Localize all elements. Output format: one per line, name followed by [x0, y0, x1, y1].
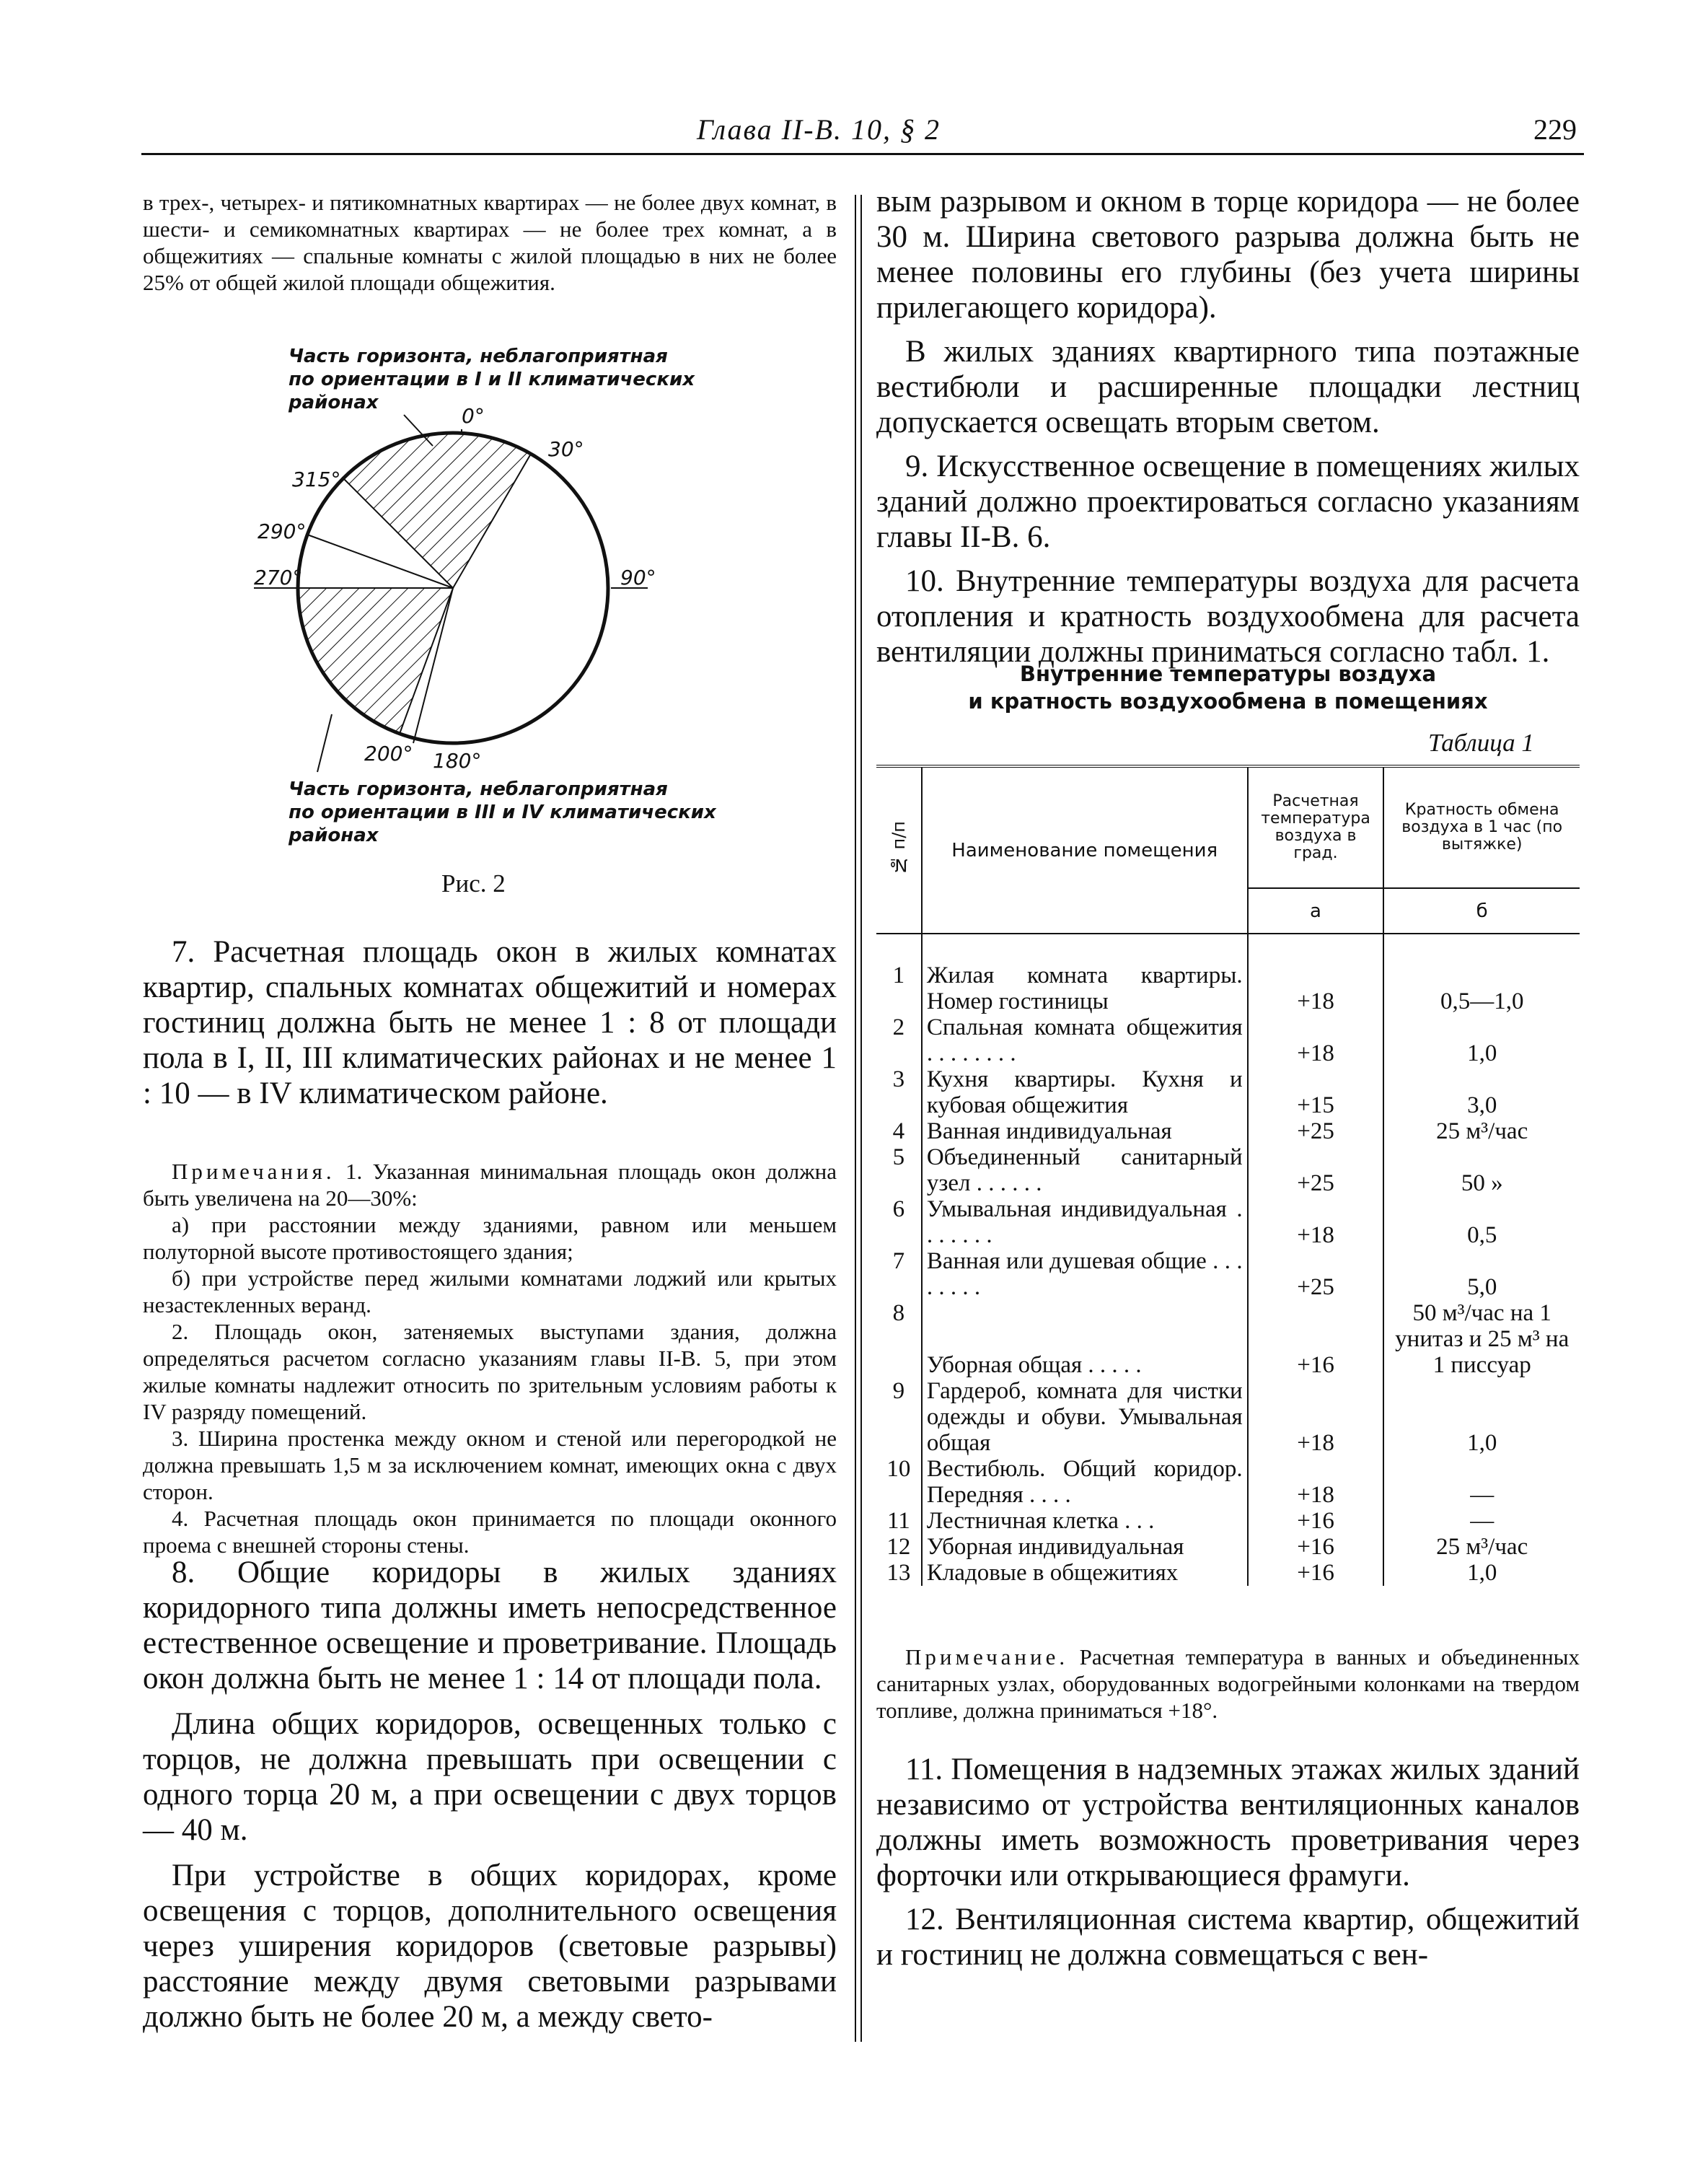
row-room-name: Вестибюль. Общий коридор. Передняя . . . .	[922, 1456, 1248, 1508]
row-temperature: +25	[1248, 1248, 1384, 1300]
row-room-name: Уборная общая . . . . .	[922, 1300, 1248, 1378]
row-temperature: +15	[1248, 1066, 1384, 1118]
note-3: 3. Ширина простенка между окном и стеной или перегородкой не должна превышать 1,5 м за исключением комнат, имеющих окна с двух сторон.	[143, 1426, 837, 1504]
table-row	[876, 1508, 1580, 1534]
header-name: Наименование помещения	[922, 766, 1248, 934]
intro-paragraph: в трех-, четырех- и пятикомнатных квартирах — не более двух комнат, в шести- и семикомнатных квартирах — не более трех комнат, а в общежитиях — спальные комнаты с жилой площадью в них не более 25% от общей жилой площади общежития.	[143, 190, 837, 295]
paragraph-8c: При устройстве в общих коридорах, кроме освещения с торцов, дополнительного освещения через уширения коридоров (световые разрывы) расстояние между двумя световыми разрывами должно быть не более 20 м, а между свето-	[143, 1859, 837, 2034]
paragraph-8: 8. Общие коридоры в жилых зданиях коридорного типа должны иметь непосредственное естественное освещение и проветривание. Площадь окон должна быть не менее 1 : 14 от площади пола.	[143, 1556, 837, 1695]
row-number: 2	[892, 1014, 905, 1040]
table-note	[876, 1644, 1580, 1724]
header-num: № п/п	[876, 766, 922, 934]
column-divider	[855, 195, 862, 2042]
header-rate: Кратность обмена воздуха в 1 час (по вытяжке)	[1383, 766, 1580, 888]
row-number: 1	[892, 962, 905, 988]
notes-block	[143, 1158, 837, 1558]
row-exchange-rate: 0,5—1,0	[1383, 962, 1580, 1014]
row-number: 13	[886, 1560, 911, 1586]
row-room-name: Кухня квартиры. Кухня и кубовая общежития	[922, 1066, 1248, 1118]
row-exchange-rate: 50 »	[1383, 1144, 1580, 1196]
table-row	[876, 1196, 1580, 1248]
row-exchange-rate: —	[1383, 1508, 1580, 1534]
paragraph-12: 12. Вентиляционная система квартир, общежитий и гостиниц не должна совмещаться с вен-	[876, 1903, 1580, 1972]
table-number: Таблица 1	[1428, 729, 1534, 757]
label-bottom-line-1: Часть горизонта, неблагоприятная	[289, 778, 668, 800]
row-exchange-rate: —	[1383, 1456, 1580, 1508]
table-row	[876, 1560, 1580, 1586]
right-text-bottom	[876, 1752, 1580, 1973]
row-temperature: +25	[1248, 1144, 1384, 1196]
running-title: Глава II-В. 10, § 2	[697, 113, 941, 146]
row-temperature: +18	[1248, 1456, 1384, 1508]
paragraph-9: 9. Искусственное освещение в помещениях жилых зданий должно проектироваться согласно указаниям главы II-В. 6.	[876, 449, 1580, 554]
row-exchange-rate: 25 м³/час	[1383, 1118, 1580, 1144]
angle-180: 180°	[433, 749, 482, 773]
table-row	[876, 1378, 1580, 1456]
label-bottom-line-2: по ориентации в III и IV климатических	[289, 802, 716, 823]
row-number: 6	[892, 1196, 905, 1222]
table-row	[876, 1144, 1580, 1196]
row-temperature: +18	[1248, 1196, 1384, 1248]
right-text-top	[876, 184, 1580, 670]
row-number: 4	[892, 1118, 905, 1144]
row-temperature: +16	[1248, 1560, 1384, 1586]
row-number: 7	[892, 1248, 905, 1274]
note-2: 2. Площадь окон, затеняемых выступами здания, должна определяться расчетом согласно указаниям главы II-В. 5, при этом жилые комнаты надлежит относить по зрительным условиям работы к IV разряду помещений.	[143, 1319, 837, 1424]
row-room-name: Гардероб, комната для чистки одежды и обуви. Умывальная общая	[922, 1378, 1248, 1456]
row-exchange-rate: 1,0	[1383, 1014, 1580, 1066]
row-temperature: +16	[1248, 1300, 1384, 1378]
row-temperature: +16	[1248, 1534, 1384, 1560]
row-room-name: Лестничная клетка . . .	[922, 1508, 1248, 1534]
row-room-name: Умывальная индивидуальная . . . . . . .	[922, 1196, 1248, 1248]
table-1	[876, 765, 1580, 1586]
table-title-line-2: и кратность воздухообмена в помещениях	[968, 689, 1488, 714]
table-row	[876, 1456, 1580, 1508]
row-number: 12	[886, 1534, 911, 1560]
table-title-line-1: Внутренние температуры воздуха	[1019, 662, 1437, 686]
paragraph-11: 11. Помещения в надземных этажах жилых зданий независимо от устройства вентиляционных каналов должны иметь возможность проветривания через форточки или открывающиеся фрамуги.	[876, 1752, 1580, 1892]
angle-290: 290°	[257, 519, 307, 543]
note-1: 1. Указанная минимальная площадь окон должна быть увеличена на 20—30%:	[143, 1159, 837, 1211]
note-1b: б) при устройстве перед жилыми комнатами лоджий или крытых незастекленных веранд.	[143, 1265, 837, 1317]
header-a: а	[1248, 888, 1384, 934]
angle-315: 315°	[292, 468, 341, 491]
row-room-name: Ванная индивидуальная	[922, 1118, 1248, 1144]
row-number: 11	[887, 1508, 910, 1534]
row-temperature: +25	[1248, 1118, 1384, 1144]
row-exchange-rate: 1,0	[1383, 1378, 1580, 1456]
angle-270: 270°	[254, 566, 303, 589]
row-exchange-rate: 25 м³/час	[1383, 1534, 1580, 1560]
label-top-line-2: по ориентации в I и II климатических	[289, 369, 695, 390]
row-number: 9	[892, 1378, 905, 1404]
row-exchange-rate: 50 м³/час на 1 унитаз и 25 м³ на 1 писсуар	[1383, 1300, 1580, 1378]
table-row	[876, 962, 1580, 1014]
row-exchange-rate: 5,0	[1383, 1248, 1580, 1300]
header-b: б	[1383, 888, 1580, 934]
row-temperature: +18	[1248, 962, 1384, 1014]
table-row	[876, 1534, 1580, 1560]
row-number: 5	[892, 1144, 905, 1170]
continued-paragraph: вым разрывом и окном в торце коридора — не более 30 м. Ширина светового разрыва должна быть не менее половины его глубины (без учета ширины прилегающего коридора).	[876, 185, 1580, 325]
row-temperature: +16	[1248, 1508, 1384, 1534]
row-temperature: +18	[1248, 1378, 1384, 1456]
note-1a: а) при расстоянии между зданиями, равном или меньшем полуторной высоте противостоящего здания;	[143, 1212, 837, 1264]
row-room-name: Спальная комната общежития . . . . . . . .	[922, 1014, 1248, 1066]
row-temperature: +18	[1248, 1014, 1384, 1066]
paragraph-8b: Длина общих коридоров, освещенных только с торцов, не должна превышать при освещении с одного торца 20 м, а при освещении с двух торцов — 40 м.	[143, 1707, 837, 1847]
row-number: 8	[892, 1300, 905, 1326]
table-row	[876, 1248, 1580, 1300]
figure-caption: Рис. 2	[441, 869, 506, 898]
table-row	[876, 1118, 1580, 1144]
row-room-name: Кладовые в общежитиях	[922, 1560, 1248, 1586]
section-7	[143, 934, 837, 1111]
angle-30: 30°	[548, 437, 584, 461]
label-top-line-1: Часть горизонта, неблагоприятная	[289, 346, 668, 367]
row-room-name: Уборная индивидуальная	[922, 1534, 1248, 1560]
label-top-line-3: районах	[289, 392, 379, 413]
header-temp: Расчетная температура воздуха в град.	[1248, 766, 1384, 888]
table-note-text: Расчетная температура в ванных и объединенных санитарных узлах, оборудованных водогрейными колонками на твердом топливе, должна приниматься +18°.	[876, 1644, 1580, 1723]
note-4: 4. Расчетная площадь окон принимается по площади оконного проема с внешней стороны стены.	[143, 1506, 837, 1558]
row-exchange-rate: 3,0	[1383, 1066, 1580, 1118]
paragraph-8d: В жилых зданиях квартирного типа поэтажные вестибюли и расширенные площадки лестниц допускается освещать вторым светом.	[876, 335, 1580, 439]
table-title	[876, 660, 1580, 715]
table-note-heading: Примечание.	[905, 1644, 1069, 1670]
table-row	[876, 1014, 1580, 1066]
hatched-sector-southwest	[298, 588, 453, 734]
angle-90: 90°	[620, 566, 656, 589]
section-8	[143, 1555, 837, 2035]
row-room-name: Объединенный санитарный узел . . . . . .	[922, 1144, 1248, 1196]
row-room-name: Жилая комната квартиры. Номер гостиницы	[922, 962, 1248, 1014]
angle-200: 200°	[364, 742, 413, 765]
table-row	[876, 1066, 1580, 1118]
row-exchange-rate: 1,0	[1383, 1560, 1580, 1586]
paragraph-10: 10. Внутренние температуры воздуха для расчета отопления и кратность воздухообмена для расчета вентиляции должны приниматься согласно табл. 1.	[876, 564, 1580, 669]
table-row	[876, 1300, 1580, 1378]
row-number: 10	[886, 1456, 911, 1482]
notes-heading: Примечания.	[172, 1159, 335, 1184]
angle-0: 0°	[462, 404, 485, 428]
label-unfavorable-1-2	[289, 345, 736, 414]
label-unfavorable-3-4	[289, 778, 765, 847]
row-room-name: Ванная или душевая общие . . . . . . . .	[922, 1248, 1248, 1300]
label-bottom-line-3: районах	[289, 825, 379, 846]
paragraph-7: 7. Расчетная площадь окон в жилых комнатах квартир, спальных комнатах общежитий и номерах гостиниц должна быть не менее 1 : 8 от площади пола в I, II, III климатических районах и не менее 1 : 10 — в IV климатическом районе.	[143, 935, 837, 1110]
row-number: 3	[892, 1066, 905, 1092]
page-number: 229	[1533, 113, 1577, 146]
row-exchange-rate: 0,5	[1383, 1196, 1580, 1248]
